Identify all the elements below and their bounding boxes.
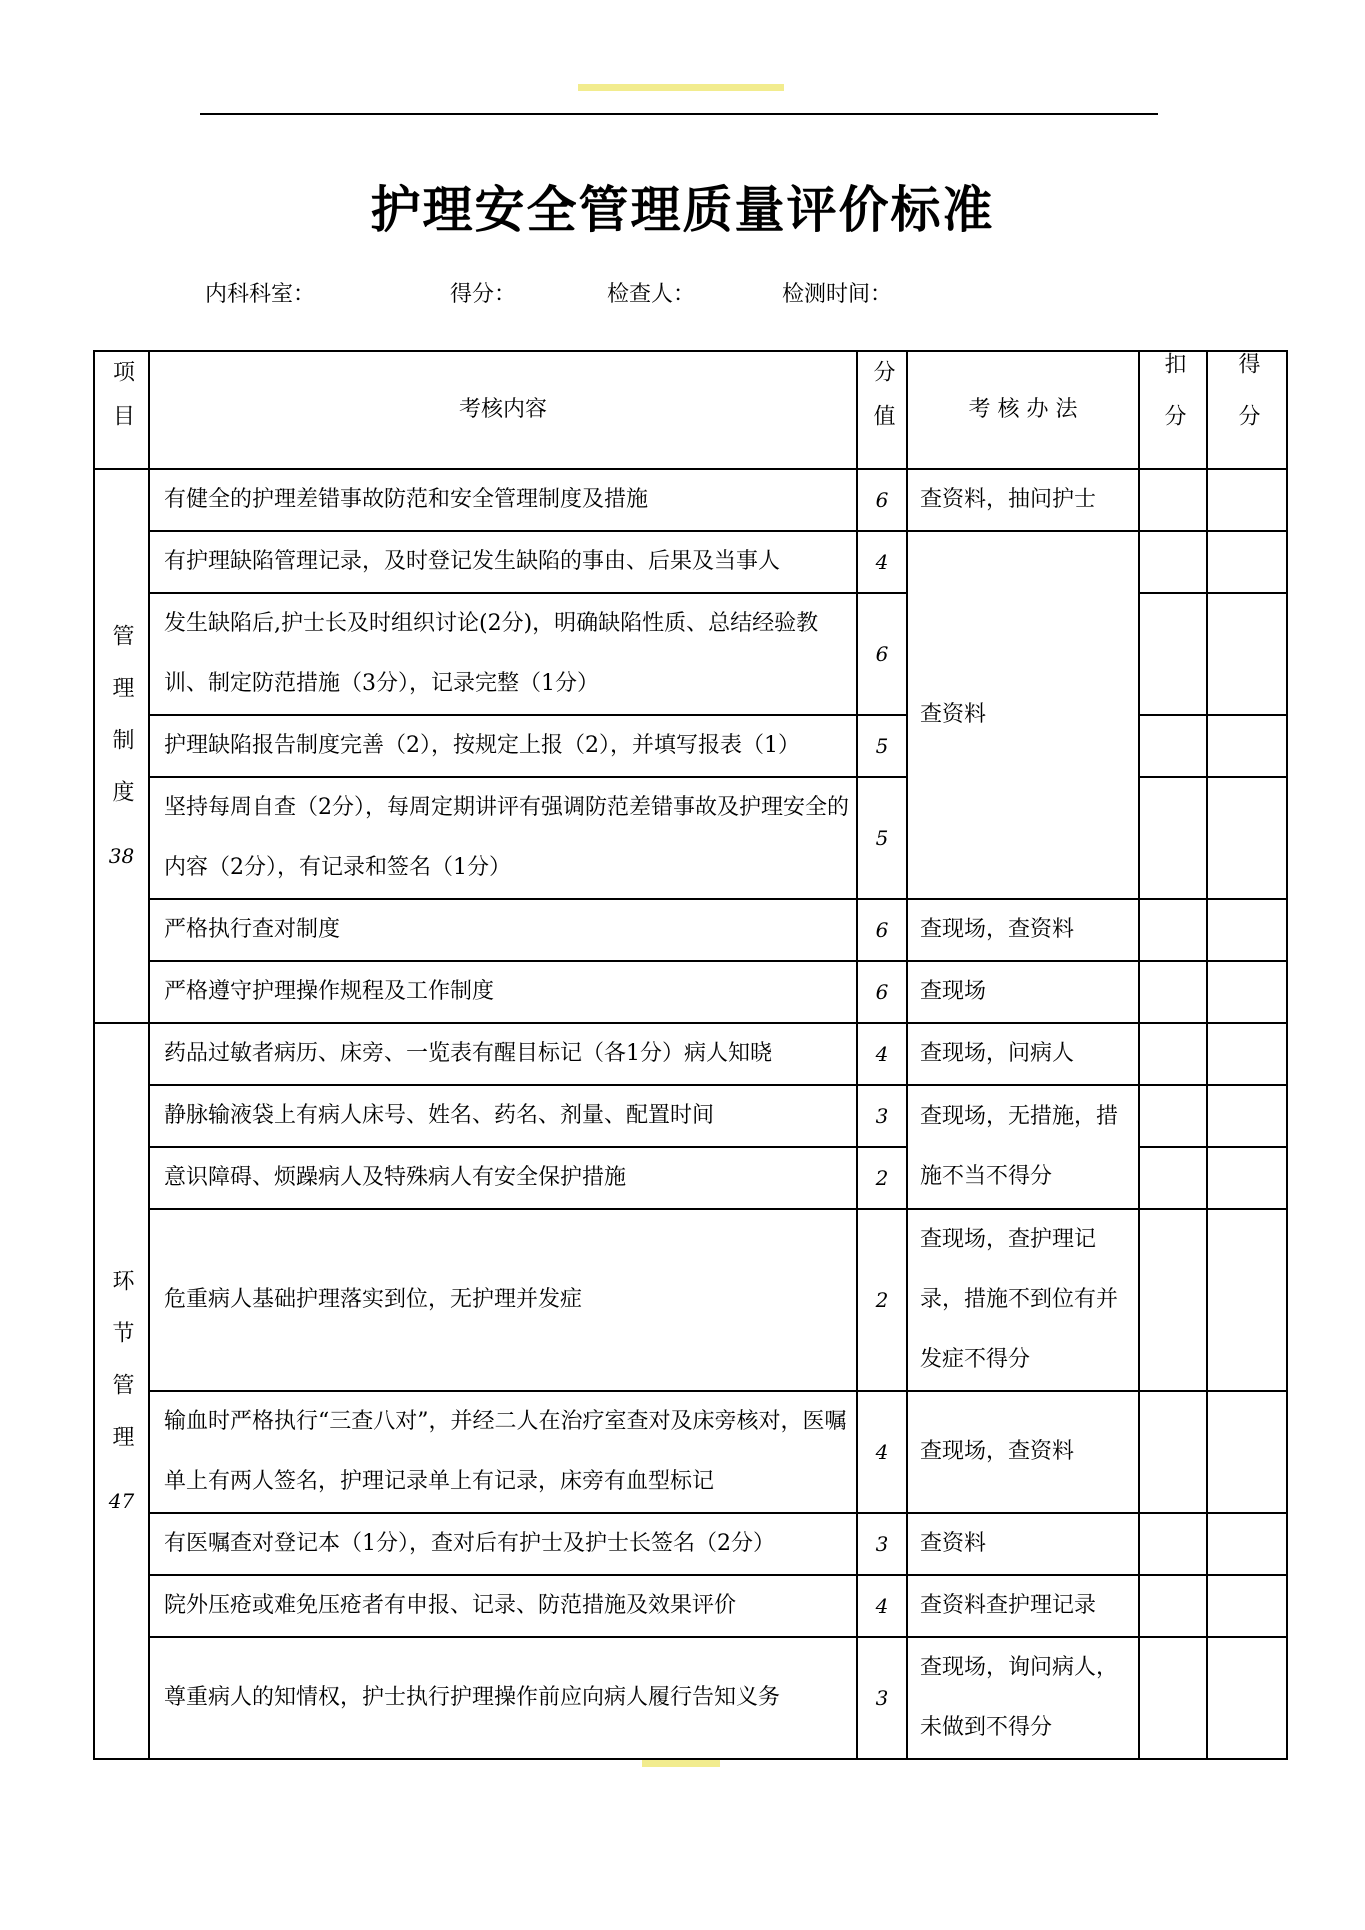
deduct-cell[interactable]	[1139, 1575, 1207, 1637]
content-cell: 静脉输液袋上有病人床号、姓名、药名、剂量、配置时间	[149, 1085, 857, 1147]
method-cell: 查现场，无措施，措施不当不得分	[907, 1085, 1139, 1209]
content-cell: 院外压疮或难免压疮者有申报、记录、防范措施及效果评价	[149, 1575, 857, 1637]
table-row	[94, 531, 1287, 593]
section-total: 38	[108, 844, 135, 868]
earned-cell[interactable]	[1207, 1637, 1287, 1759]
header-method: 考 核 办 法	[907, 351, 1139, 469]
header-deduct: 扣分	[1139, 351, 1207, 469]
earned-cell[interactable]	[1207, 777, 1287, 899]
score-cell: 5	[857, 777, 907, 899]
score-cell: 2	[857, 1209, 907, 1391]
content-cell: 坚持每周自查（2分），每周定期讲评有强调防范差错事故及护理安全的内容（2分），有记录和签名（1分）	[149, 777, 857, 899]
table-row	[94, 961, 1287, 1023]
score-cell: 6	[857, 899, 907, 961]
score-cell: 4	[857, 1023, 907, 1085]
deduct-cell[interactable]	[1139, 1147, 1207, 1209]
deduct-cell[interactable]	[1139, 777, 1207, 899]
score-cell: 6	[857, 593, 907, 715]
content-cell: 有护理缺陷管理记录，及时登记发生缺陷的事由、后果及当事人	[149, 531, 857, 593]
table-row	[94, 1085, 1287, 1147]
earned-cell[interactable]	[1207, 1147, 1287, 1209]
deduct-cell[interactable]	[1139, 1023, 1207, 1085]
method-cell: 查现场，查护理记录，措施不到位有并发症不得分	[907, 1209, 1139, 1391]
content-cell: 有健全的护理差错事故防范和安全管理制度及措施	[149, 469, 857, 531]
method-cell: 查现场，查资料	[907, 899, 1139, 961]
header-content: 考核内容	[149, 351, 857, 469]
table-row	[94, 1209, 1287, 1391]
deduct-cell[interactable]	[1139, 961, 1207, 1023]
earned-cell[interactable]	[1207, 1391, 1287, 1513]
table-row	[94, 1575, 1287, 1637]
score-label: 得分：	[450, 282, 517, 307]
table-row	[94, 1023, 1287, 1085]
score-cell: 3	[857, 1637, 907, 1759]
dept-label: 内科科室：	[205, 282, 316, 307]
deduct-cell[interactable]	[1139, 715, 1207, 777]
section-name: 管理制度	[109, 624, 134, 832]
time-label: 检测时间：	[782, 282, 893, 307]
deduct-cell[interactable]	[1139, 1391, 1207, 1513]
inspector-label: 检查人：	[607, 282, 696, 307]
method-cell: 查现场，查资料	[907, 1391, 1139, 1513]
score-cell: 6	[857, 961, 907, 1023]
content-cell: 药品过敏者病历、床旁、一览表有醒目标记（各1分）病人知晓	[149, 1023, 857, 1085]
table-row	[94, 1513, 1287, 1575]
deduct-cell[interactable]	[1139, 1209, 1207, 1391]
score-cell: 3	[857, 1513, 907, 1575]
table-header-row	[94, 351, 1287, 469]
header-rule	[200, 113, 1158, 115]
deduct-cell[interactable]	[1139, 899, 1207, 961]
earned-cell[interactable]	[1207, 961, 1287, 1023]
section-total: 47	[108, 1489, 135, 1513]
content-cell: 发生缺陷后,护士长及时组织讨论(2分)，明确缺陷性质、总结经验教训、制定防范措施（3分），记录完整（1分）	[149, 593, 857, 715]
deduct-cell[interactable]	[1139, 1085, 1207, 1147]
earned-cell[interactable]	[1207, 1209, 1287, 1391]
header-earned: 得分	[1207, 351, 1287, 469]
content-cell: 意识障碍、烦躁病人及特殊病人有安全保护措施	[149, 1147, 857, 1209]
method-cell: 查现场，询问病人，未做到不得分	[907, 1637, 1139, 1759]
header-item: 项目	[94, 351, 149, 469]
deduct-cell[interactable]	[1139, 593, 1207, 715]
method-cell: 查资料	[907, 531, 1139, 899]
deduct-cell[interactable]	[1139, 531, 1207, 593]
method-cell: 查资料，抽问护士	[907, 469, 1139, 531]
content-cell: 严格遵守护理操作规程及工作制度	[149, 961, 857, 1023]
section-name: 环节管理	[109, 1269, 134, 1477]
deduct-cell[interactable]	[1139, 1513, 1207, 1575]
deduct-cell[interactable]	[1139, 1637, 1207, 1759]
content-cell: 尊重病人的知情权，护士执行护理操作前应向病人履行告知义务	[149, 1637, 857, 1759]
method-cell: 查资料查护理记录	[907, 1575, 1139, 1637]
score-cell: 4	[857, 1575, 907, 1637]
table-row	[94, 1637, 1287, 1759]
content-cell: 有医嘱查对登记本（1分），查对后有护士及护士长签名（2分）	[149, 1513, 857, 1575]
content-cell: 严格执行查对制度	[149, 899, 857, 961]
header-watermark	[578, 82, 784, 92]
score-cell: 4	[857, 1391, 907, 1513]
earned-cell[interactable]	[1207, 1023, 1287, 1085]
method-cell: 查现场	[907, 961, 1139, 1023]
earned-cell[interactable]	[1207, 1513, 1287, 1575]
score-cell: 3	[857, 1085, 907, 1147]
header-score-value: 分值	[857, 351, 907, 469]
score-cell: 6	[857, 469, 907, 531]
earned-cell[interactable]	[1207, 531, 1287, 593]
content-cell: 输血时严格执行“三查八对”，并经二人在治疗室查对及床旁核对，医嘱单上有两人签名，护理记录单上有记录，床旁有血型标记	[149, 1391, 857, 1513]
method-cell: 查现场，问病人	[907, 1023, 1139, 1085]
section-mgmt-cell	[94, 469, 149, 1023]
earned-cell[interactable]	[1207, 1575, 1287, 1637]
deduct-cell[interactable]	[1139, 469, 1207, 531]
method-cell: 查资料	[907, 1513, 1139, 1575]
earned-cell[interactable]	[1207, 715, 1287, 777]
content-cell: 危重病人基础护理落实到位，无护理并发症	[149, 1209, 857, 1391]
footer-watermark	[642, 1760, 720, 1770]
section-process-cell	[94, 1023, 149, 1759]
table-row	[94, 899, 1287, 961]
table-row	[94, 469, 1287, 531]
document-title: 护理安全管理质量评价标准	[370, 181, 995, 239]
score-cell: 2	[857, 1147, 907, 1209]
score-cell: 4	[857, 531, 907, 593]
evaluation-table	[93, 350, 1288, 1760]
earned-cell[interactable]	[1207, 899, 1287, 961]
earned-cell[interactable]	[1207, 469, 1287, 531]
content-cell: 护理缺陷报告制度完善（2），按规定上报（2），并填写报表（1）	[149, 715, 857, 777]
table-row	[94, 1391, 1287, 1513]
earned-cell[interactable]	[1207, 1085, 1287, 1147]
score-cell: 5	[857, 715, 907, 777]
earned-cell[interactable]	[1207, 593, 1287, 715]
